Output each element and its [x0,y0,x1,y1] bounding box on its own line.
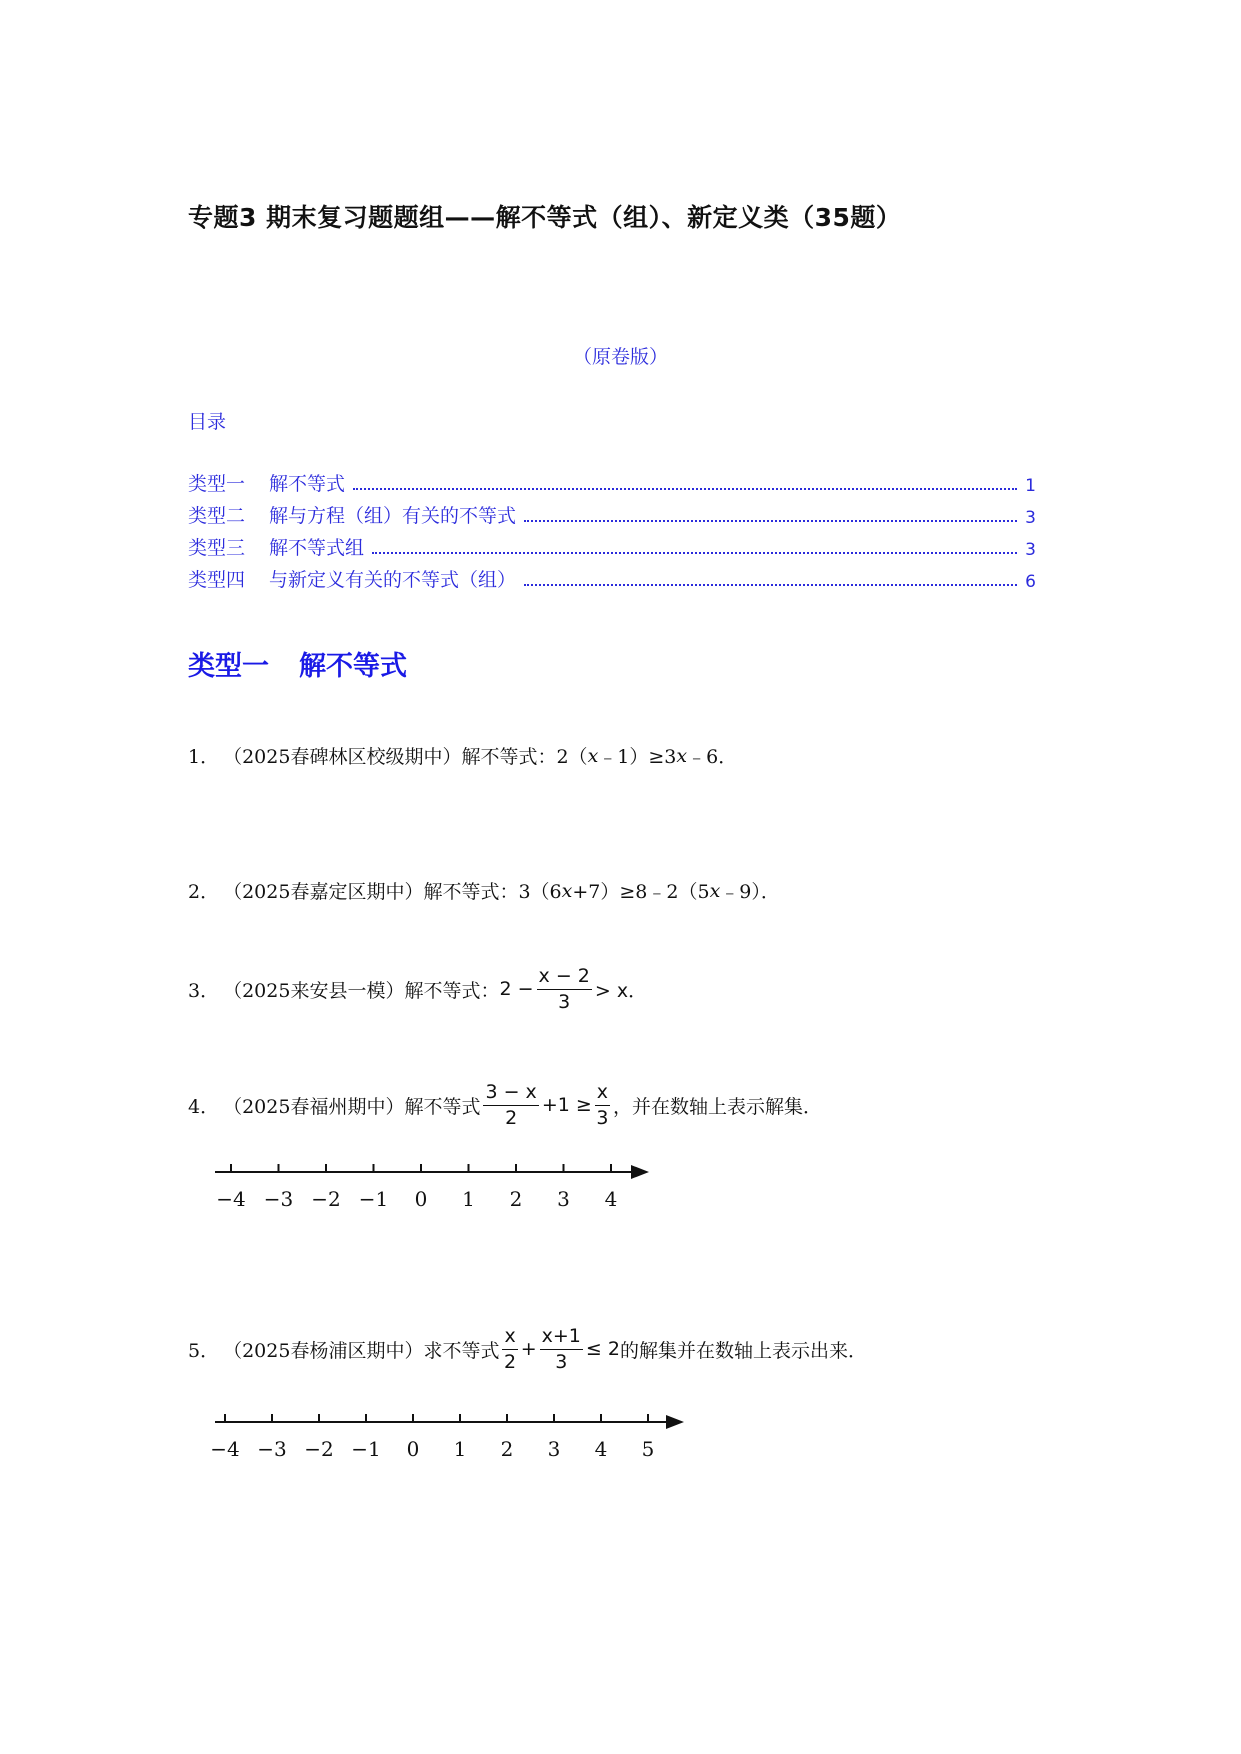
axis-tick-label: −4 [210,1437,240,1461]
question-prefix: 解不等式： [423,881,519,903]
toc-leader-dots [353,488,1017,490]
toc-leader-dots [524,520,1017,522]
fraction [502,1326,517,1373]
axis-tick-label: 0 [414,1187,428,1211]
axis-tick-label: −1 [351,1437,381,1461]
variable-x: x [709,879,721,902]
toc-entry-type: 类型三 [188,537,246,559]
fraction-numerator: x − 2 [537,966,592,990]
toc-entry-4[interactable] [188,564,1036,592]
fraction-denominator: 2 [504,1350,517,1373]
axis-arrowhead [666,1415,684,1429]
axis-tick-label: 1 [453,1437,467,1461]
question-source: （2025春福州期中） [223,1095,405,1118]
question-number: 5． [188,1339,220,1362]
section-name: 解不等式 [299,651,407,682]
fraction-numerator: 3 − x [483,1082,538,1106]
fraction-denominator: 3 [596,1106,609,1129]
axis-tick-label: −3 [263,1187,294,1211]
toc-leader-dots [524,584,1017,586]
fraction-denominator: 2 [505,1106,518,1129]
axis-arrowhead [631,1165,649,1179]
toc-entry-name: 解不等式 [269,473,346,495]
expression-part: +7）≥8﹣2（5 [572,881,710,903]
toc-entry-name: 解与方程（组）有关的不等式 [269,505,517,527]
fraction [537,966,592,1013]
question-source: （2025春杨浦区期中） [223,1339,424,1362]
toc-entry-type: 类型四 [188,569,246,591]
question-3 [188,966,647,1013]
question-prefix: 解不等式 [404,1095,481,1118]
expression-tail: > x． [594,979,648,1002]
expression-lead: 2 − [499,978,534,1001]
toc-entry-type: 类型一 [188,473,246,495]
fraction-numerator: x [502,1326,517,1350]
toc-entry-page: 1 [1025,476,1036,496]
axis-tick-label: −4 [216,1187,246,1211]
fraction-denominator: 3 [558,990,571,1013]
axis-tick-label: −2 [311,1187,341,1211]
question-source: （2025春碑林区校级期中） [223,746,462,768]
question-2 [188,877,780,904]
variable-x: x [587,744,599,767]
toc-entry-type: 类型二 [188,505,246,527]
question-prefix: 解不等式： [404,979,500,1002]
axis-tick-label: −3 [257,1437,287,1461]
question-1 [188,742,737,769]
expression-mid: +1 ≥ [541,1094,592,1117]
question-number: 3． [188,979,220,1002]
toc-entry-page: 6 [1025,572,1036,592]
axis-tick-label: 0 [406,1437,420,1461]
fraction [540,1326,583,1373]
number-line-1 [215,1160,655,1220]
toc-entry-page: 3 [1025,508,1036,528]
fraction-numerator: x [595,1082,610,1106]
expression-part: ﹣1）≥3 [598,746,677,768]
toc-entry-name: 与新定义有关的不等式（组） [269,569,517,591]
question-prefix: 求不等式 [423,1339,500,1362]
toc-entry-3[interactable] [188,532,1036,560]
question-number: 4． [188,1095,220,1118]
axis-tick-label: 2 [509,1187,523,1211]
axis-tick-label: 3 [547,1437,561,1461]
fraction [483,1082,538,1129]
toc-heading: 目录 [188,411,227,433]
question-number: 2． [188,881,220,903]
fraction-numerator: x+1 [540,1326,583,1350]
expression-part: 2（ [556,746,588,768]
fraction-denominator: 3 [555,1350,568,1373]
question-source: （2025春嘉定区期中） [223,881,424,903]
axis-tick-label: 5 [641,1437,655,1461]
expression-part: 3（6 [518,881,562,903]
toc-entry-2[interactable] [188,500,1036,528]
section-type: 类型一 [188,651,269,682]
number-line-2 [210,1410,695,1470]
expression-plus: + [520,1338,537,1361]
axis-tick-label: 1 [462,1187,475,1211]
document-subtitle: （原卷版） [572,346,668,368]
expression-part: ﹣6． [687,746,738,768]
axis-tick-label: 4 [604,1187,618,1211]
question-5 [188,1326,867,1373]
axis-tick-label: 3 [557,1187,570,1211]
document-title: 专题3 期末复习题题组——解不等式（组）、新定义类（35题） [188,203,902,232]
question-source: （2025来安县一模） [223,979,405,1002]
expression-relation: ≤ 2 [585,1338,620,1361]
expression-part: ﹣9）． [720,881,780,903]
section-heading [188,644,407,683]
question-number: 1． [188,746,220,768]
toc-entry-1[interactable] [188,468,1036,496]
variable-x: x [676,744,688,767]
axis-tick-label: −1 [358,1187,389,1211]
question-suffix: ，并在数轴上表示解集． [613,1095,823,1118]
question-suffix: 的解集并在数轴上表示出来． [619,1339,867,1362]
question-prefix: 解不等式： [461,746,557,768]
axis-tick-label: 4 [594,1437,608,1461]
fraction [595,1082,610,1129]
toc-entry-name: 解不等式组 [269,537,365,559]
toc-entry-page: 3 [1025,540,1036,560]
variable-x: x [561,879,573,902]
axis-tick-label: 2 [500,1437,514,1461]
question-4 [188,1082,822,1129]
axis-tick-label: −2 [304,1437,334,1461]
toc-leader-dots [372,552,1017,554]
